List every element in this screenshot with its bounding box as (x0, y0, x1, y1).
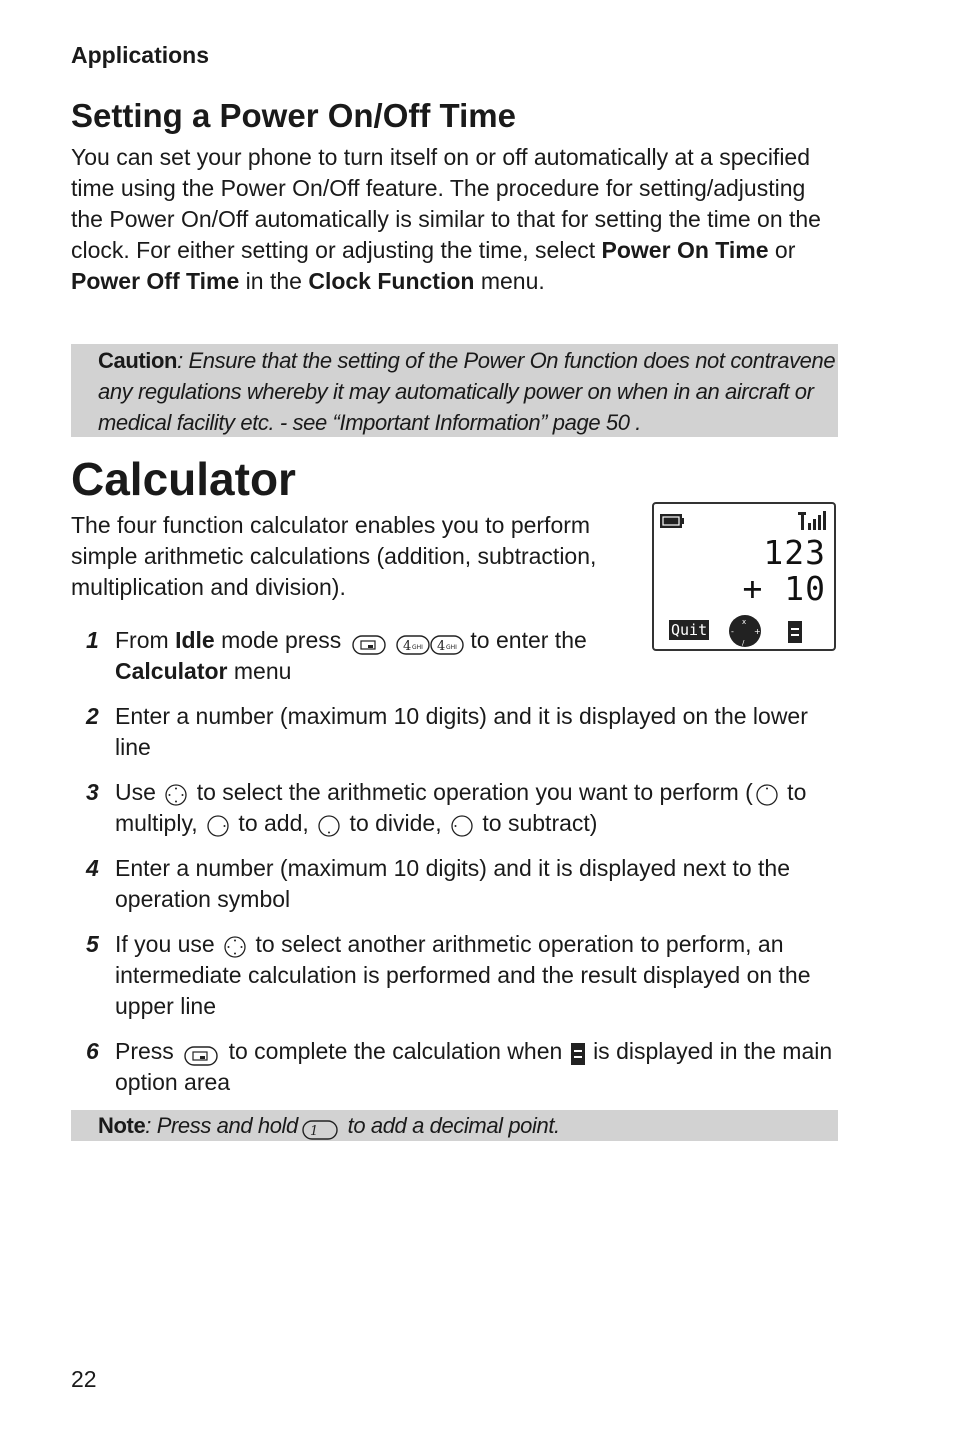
note-text: to add a decimal point. (341, 1113, 560, 1138)
note-box (71, 1110, 838, 1141)
menu-term: Clock Function (308, 268, 475, 294)
svg-text:x: x (742, 618, 747, 626)
key-4-ghi-icon (396, 632, 430, 652)
screen-upper-line: 123 (763, 533, 826, 572)
svg-text:4: 4 (403, 638, 412, 654)
svg-text:+: + (754, 627, 761, 636)
navigation-key-icon (224, 935, 246, 957)
menu-key-icon (184, 1043, 218, 1063)
screen-lower-line: + 10 (742, 569, 826, 608)
text: Enter a number (maximum 10 digits) and it is displayed on the lower line (115, 703, 808, 760)
section-title-power: Setting a Power On/Off Time (71, 97, 516, 134)
text: From (115, 627, 176, 653)
text: to complete the calculation when (228, 1038, 563, 1064)
step-1 (71, 625, 615, 687)
step-2 (71, 701, 841, 763)
caution-text: : Ensure that the setting of the Power On function does not contravene any regulations whereby it may automatically power on when in an aircraft or medical facility etc. - see “Important Information” page 50 . (98, 348, 836, 435)
nav-right-icon (207, 814, 229, 836)
nav-up-icon (756, 783, 778, 805)
page-number: 22 (71, 1366, 97, 1392)
text: or (768, 237, 796, 263)
running-header: Applications (71, 42, 210, 68)
key-4-ghi-icon (430, 632, 464, 652)
steps-list (71, 625, 841, 1112)
calculator-intro: The four function calculator enables you to perform simple arithmetic calculations (addition, subtraction, multiplication and division). (71, 512, 597, 600)
text: You can set your phone to turn itself on or off automatically at a specified time using the Power On/Off feature. The procedure for setting/adjusting the Power On/Off automatically is similar to that for setting the time on the clock. For either setting or adjusting the time, select (71, 144, 821, 263)
text: is displayed in the main option area (115, 1038, 833, 1095)
svg-text:GHI: GHI (446, 643, 457, 651)
step-number: 6 (86, 1038, 99, 1064)
battery-icon (659, 512, 685, 535)
note-label: Note (98, 1113, 146, 1138)
text: to enter the (470, 627, 587, 653)
step-number: 4 (86, 855, 99, 881)
text: to select the arithmetic operation you want to perform ( (196, 779, 753, 805)
text: If you use (115, 931, 215, 957)
text: Use (115, 779, 156, 805)
svg-text:4: 4 (437, 638, 446, 654)
text: Enter a number (maximum 10 digits) and it is displayed next to the operation symbol (115, 855, 790, 912)
text: Press (115, 1038, 174, 1064)
operator-selector-icon (727, 614, 763, 653)
power-paragraph (71, 142, 841, 297)
text: to add, (232, 810, 309, 836)
text: mode press (214, 627, 342, 653)
text: to divide, (343, 810, 442, 836)
quit-softkey-label: Quit (671, 621, 708, 639)
nav-left-icon (451, 814, 473, 836)
caution-box (71, 344, 838, 437)
nav-down-icon (318, 814, 340, 836)
text: to select another arithmetic operation to perform, an intermediate calculation is performed and the result displayed on the upper line (115, 931, 811, 1019)
svg-text:GHI: GHI (412, 643, 423, 651)
menu-term: Power Off Time (71, 268, 240, 294)
step-4 (71, 853, 841, 915)
caution-label: Caution (98, 348, 178, 373)
step-number: 3 (86, 779, 99, 805)
svg-text:1: 1 (309, 1124, 318, 1140)
key-1-icon (302, 1117, 338, 1140)
equals-icon (571, 1042, 585, 1064)
text: menu (227, 658, 292, 684)
note-text: : Press and hold (145, 1113, 298, 1138)
step-3 (71, 777, 841, 839)
menu-term: Calculator (115, 658, 228, 684)
step-6 (71, 1036, 841, 1098)
svg-text:/: / (742, 639, 745, 647)
text: in the (239, 268, 309, 294)
svg-text:-: - (731, 627, 734, 636)
text: to multiply, (115, 779, 807, 836)
equals-icon (788, 621, 802, 648)
menu-key-icon (352, 632, 386, 652)
step-number: 2 (86, 703, 99, 729)
text: to subtract) (476, 810, 598, 836)
phone-screen-illustration (652, 502, 836, 651)
text: menu. (474, 268, 545, 294)
step-number: 5 (86, 931, 99, 957)
menu-term: Power On Time (601, 237, 769, 263)
step-5 (71, 929, 841, 1022)
step-number: 1 (86, 627, 99, 653)
section-title-calculator: Calculator (71, 453, 296, 505)
navigation-key-icon (165, 783, 187, 805)
mode-term: Idle (175, 627, 215, 653)
